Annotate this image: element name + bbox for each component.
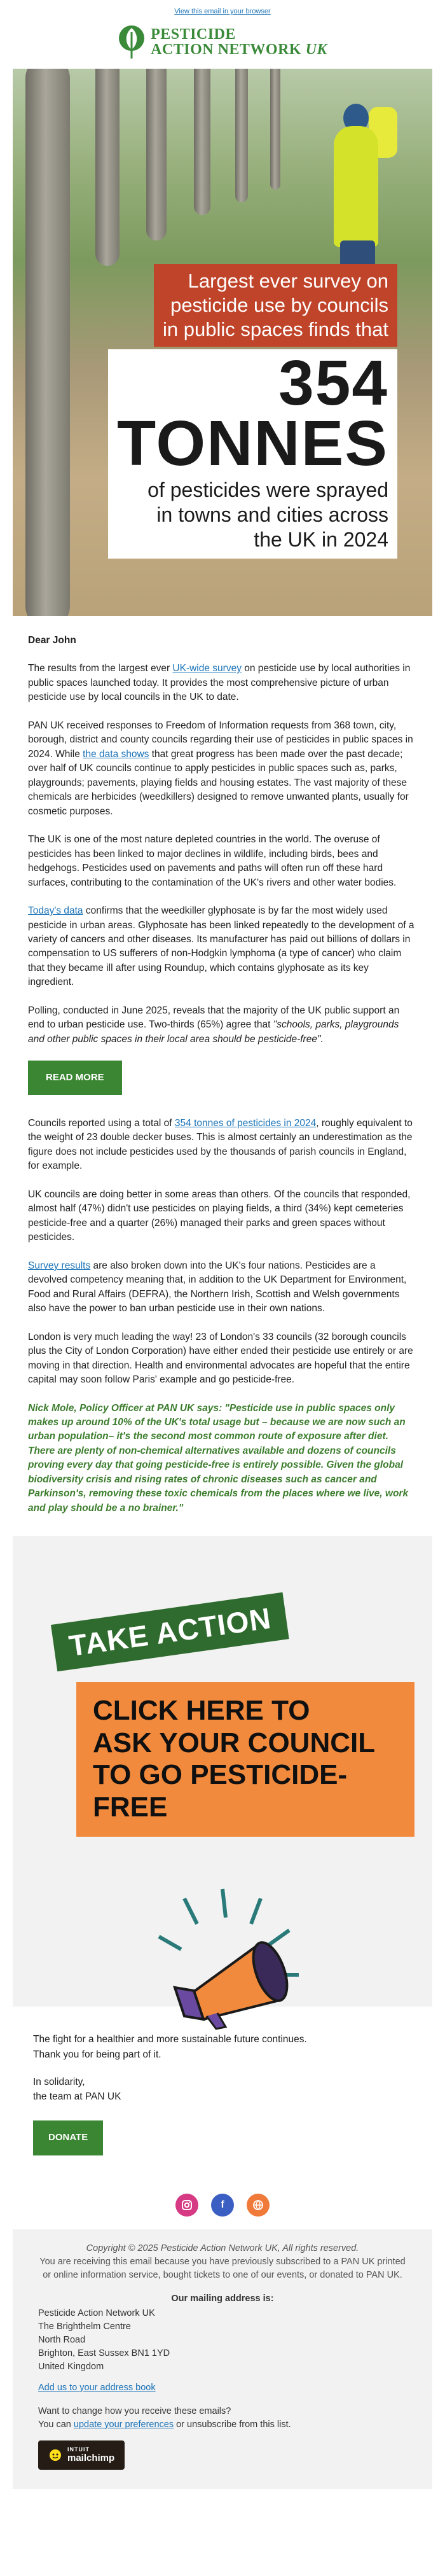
preheader — [13, 0, 432, 22]
mailchimp-icon — [48, 2448, 62, 2462]
closing-message: The fight for a healthier and more sustainable future continues. Thank you for being part of it. — [33, 2034, 307, 2060]
paragraph: London is very much leading the way! 23 of London's 33 councils (32 borough councils plus the City of London Corporation) have either ended their pesticide use entirely or are moving in that direction. Health and environmental advocates are hopeful that the entire capital may soon follow Paris' example and go pesticide-free. — [28, 1331, 413, 1386]
instagram-icon[interactable] — [175, 2194, 198, 2217]
logo-line-2: ACTION NETWORK UK — [151, 41, 327, 58]
paragraph: PAN UK received responses to Freedom of Information requests from 368 town, city, borough, district and county councils regarding their use of pesticides in public spaces in 2024. While the data shows that great progress has been made over the past decade; over half of UK councils continue to apply pesticides in public spaces such as, parks, playgrounds; pavements, playing fields and housing estates. The vast majority of these chemicals are herbicides (weedkillers) designed to remove unwanted plants, usually for cosmetic purposes. — [28, 720, 413, 817]
data-shows-link[interactable]: the data shows — [83, 748, 149, 760]
website-icon[interactable] — [247, 2194, 270, 2217]
address-book-row — [38, 2381, 407, 2395]
tonnes-link[interactable]: 354 tonnes of pesticides in 2024 — [174, 1118, 317, 1129]
tree-trunk — [25, 69, 70, 616]
hero-number: 354 — [278, 347, 388, 419]
tree-trunk — [194, 69, 210, 215]
survey-link[interactable]: UK-wide survey — [172, 663, 242, 674]
worker-hi-vis — [334, 126, 378, 247]
subscription-reason: You are receiving this email because you have previously subscribed to a PAN UK printed or online information service, bought tickets to one of our events, or donated to PAN UK. — [39, 2256, 406, 2280]
tree-trunk — [146, 69, 167, 240]
ask-council-cta[interactable]: CLICK HERE TO ASK YOUR COUNCIL TO GO PESTICIDE-FREE — [76, 1682, 414, 1836]
survey-results-link[interactable]: Survey results — [28, 1260, 91, 1271]
paragraph: The results from the largest ever UK-wide survey on pesticide use by local authorities in public spaces launched today. It provides the most comprehensive picture of urban pesticide use by local councils in the UK to date. — [28, 663, 411, 703]
logo-wordmark — [151, 27, 327, 57]
mailing-address: Pesticide Action Network UK The Brighthelm Centre North Road Brighton, East Sussex BN1 1YD United Kingdom — [38, 2308, 170, 2372]
email-container — [13, 0, 432, 2489]
policy-quote: Nick Mole, Policy Officer at PAN UK says: "Pesticide use in public spaces only makes up around 10% of the UK's total usage but – because we are now such an urban population– it's the second most common route of exposure after diet. There are plenty of non-chemical alternatives available and dozens of councils proving every day that going pesticide-free is entirely possible. Given the global biodiversity crisis and rising rates of chronic diseases such as cancer and Parkinson's, removing these toxic chemicals from the places where we live, work and play should be a no brainer." — [28, 1402, 409, 1514]
email-body — [13, 616, 432, 1536]
todays-data-link[interactable]: Today's data — [28, 905, 83, 917]
tree-trunk — [235, 69, 248, 202]
logo-line-1: PESTICIDE — [151, 26, 236, 43]
megaphone-icon — [146, 1886, 312, 2032]
paragraph: Survey results are also broken down into the UK's four nations. Pesticides are a devolved competency meaning that, in addition to the UK Department for Environment, Food and Rural Affairs (DEFRA), the Northern Irish, Scottish and Welsh governments also have the power to ban urban pesticide use in their own nations. — [28, 1260, 407, 1314]
social-links — [13, 2175, 432, 2229]
read-more-button[interactable]: READ MORE — [28, 1061, 122, 1095]
paragraph: Councils reported using a total of 354 tonnes of pesticides in 2024, roughly equivalent to the weight of 23 double decker buses. This is almost certainly an underestimation as the figure does not include pesticides used by the thousands of parish councils in England, for example. — [28, 1118, 413, 1172]
paragraph: The UK is one of the most nature depleted countries in the world. The overuse of pesticides has been linked to major declines in wildlife, including birds, bees and hedgehogs. Pesticides used on pavements and paths will often run off these hard surfaces, contributing to the contamination of the UK's rivers and other water bodies. — [28, 834, 397, 888]
hero-headline — [108, 264, 397, 559]
address-label: Our mailing address is: — [171, 2293, 274, 2304]
hero-banner[interactable] — [13, 69, 432, 616]
hero-intro: Largest ever survey on pesticide use by councils in public spaces finds that — [154, 264, 397, 346]
view-in-browser-link[interactable]: View this email in your browser — [174, 8, 271, 15]
paragraph: Today's data confirms that the weedkiller glyphosate is by far the most widely used pesticide in urban areas. Glyphosate has been linked repeatedly to the development of a variety of cancers and other diseases. Its manufacturer has paid out billions of dollars in compensation to US sufferers of non-Hodgkin lymphoma (a type of cancer) who claim that they became ill after using Roundup, which contains glyphosate as its key ingredient. — [28, 905, 414, 988]
mailchimp-wordmark: INTUIT mailchimp — [67, 2446, 115, 2463]
leaf-logo-icon — [118, 24, 146, 60]
footer — [13, 2229, 432, 2489]
mailchimp-badge[interactable] — [38, 2440, 125, 2470]
take-action-heading: TAKE ACTION — [51, 1592, 289, 1672]
tree-trunk — [270, 69, 280, 190]
greeting: Dear John — [28, 635, 76, 646]
hero-stat-box — [108, 349, 397, 559]
paragraph: UK councils are doing better in some areas than others. Of the councils that responded, almost half (47%) didn't use pesticides on playing fields, a third (34%) kept cemeteries pesticide-free and a quarter (26%) managed their parks and green spaces without pesticides. — [28, 1188, 411, 1243]
update-preferences-link[interactable]: update your preferences — [73, 2419, 174, 2430]
signature: In solidarity, the team at PAN UK — [33, 2076, 121, 2102]
take-action-banner[interactable] — [13, 1536, 432, 2007]
donate-button[interactable]: DONATE — [33, 2120, 103, 2155]
preferences-text: Want to change how you receive these emails? You can update your preferences or unsubscribe from this list. — [38, 2405, 291, 2430]
facebook-icon[interactable]: f — [211, 2194, 234, 2217]
read-more-row — [28, 1061, 417, 1095]
tree-trunk — [95, 69, 120, 266]
hero-unit: TONNES — [117, 407, 388, 479]
paragraph: Polling, conducted in June 2025, reveals that the majority of the UK public support an end to urban pesticide use. Two-thirds (65%) agree that "schools, parks, playgrounds and other public spaces in their local area should be pesticide-free". — [28, 1005, 400, 1045]
hero-detail: of pesticides were sprayed in towns and cities across the UK in 2024 — [147, 478, 388, 551]
donate-row — [33, 2117, 412, 2155]
logo[interactable] — [13, 22, 432, 69]
copyright: Copyright © 2025 Pesticide Action Network UK, All rights reserved. — [86, 2243, 359, 2253]
add-address-book-link[interactable]: Add us to your address book — [38, 2382, 156, 2393]
